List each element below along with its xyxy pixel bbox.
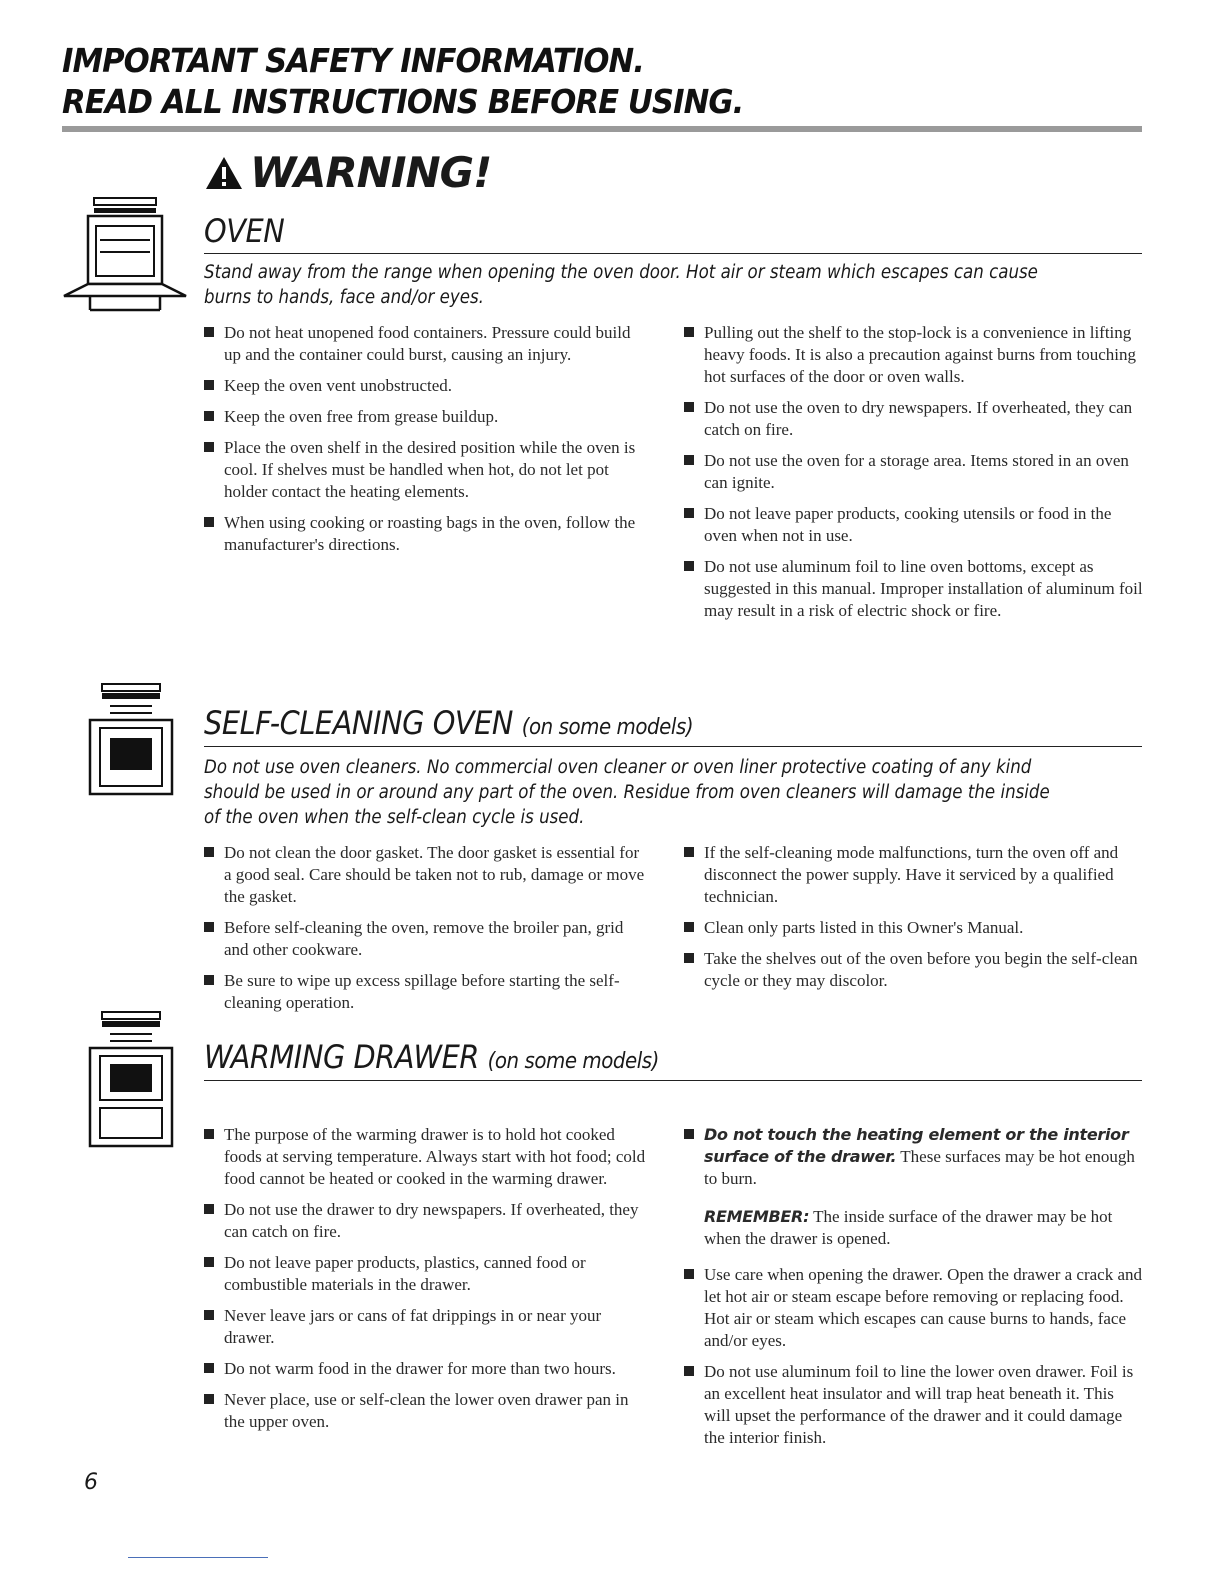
oven-range-icon xyxy=(60,196,190,316)
warming-right-list xyxy=(684,1124,1144,1458)
warning-triangle-icon xyxy=(204,155,244,191)
list-item: When using cooking or roasting bags in the oven, follow the manufacturer's directions. xyxy=(204,512,650,556)
remember-label: REMEMBER: xyxy=(704,1207,810,1226)
list-item: Do not leave paper products, cooking utensils or food in the oven when not in use. xyxy=(684,503,1144,547)
oven-left-list xyxy=(204,322,650,565)
oven-section-rule xyxy=(204,253,1142,254)
list-item: Never place, use or self-clean the lower oven drawer pan in the upper oven. xyxy=(204,1389,650,1433)
list-item: Do not heat unopened food containers. Pressure could build up and the container could burst, causing an injury. xyxy=(204,322,650,366)
list-item: Keep the oven free from grease buildup. xyxy=(204,406,650,428)
list-item: Pulling out the shelf to the stop-lock is a convenience in lifting heavy foods. It is also a precaution against burns from touching hot surfaces of the door or oven walls. xyxy=(684,322,1144,388)
header-divider xyxy=(62,126,1142,132)
oven-title-text: OVEN xyxy=(204,212,285,250)
footer-divider xyxy=(128,1557,268,1558)
list-item: The purpose of the warming drawer is to hold hot cooked foods at serving temperature. Always start with hot food; cold food cannot be heated or cooked in the warming drawer. xyxy=(204,1124,650,1190)
list-item: Do not use the oven to dry newspapers. If overheated, they can catch on fire. xyxy=(684,397,1144,441)
self-clean-right-list xyxy=(684,842,1144,1001)
self-clean-intro: Do not use oven cleaners. No commercial oven cleaner or oven liner protective coating of any kind should be used in or around any part of the oven. Residue from oven cleaners will damage the inside of the oven when the self-clean cycle is used. xyxy=(204,757,1050,828)
list-item: Do not clean the door gasket. The door gasket is essential for a good seal. Care should be taken not to rub, damage or move the gasket. xyxy=(204,842,650,908)
list-item xyxy=(684,1124,1144,1190)
list-item: Do not use the oven for a storage area. Items stored in an oven can ignite. xyxy=(684,450,1144,494)
list-item: Do not warm food in the drawer for more than two hours. xyxy=(204,1358,650,1380)
warning-heading xyxy=(204,148,491,197)
warming-title-text: WARMING DRAWER xyxy=(204,1038,479,1076)
list-item: Be sure to wipe up excess spillage before starting the self-cleaning operation. xyxy=(204,970,650,1014)
self-clean-section-rule xyxy=(204,746,1142,747)
self-clean-title-text: SELF-CLEANING OVEN xyxy=(204,704,514,742)
warming-drawer-range-icon xyxy=(80,1010,180,1150)
list-item: If the self-cleaning mode malfunctions, turn the oven off and disconnect the power supply. Have it serviced by a qualified technician. xyxy=(684,842,1144,908)
remember-note xyxy=(704,1206,1144,1250)
self-clean-left-list xyxy=(204,842,650,1023)
remember-text: The inside surface of the drawer may be hot when the drawer is opened. xyxy=(704,1207,1113,1248)
list-item: Do not use aluminum foil to line oven bottoms, except as suggested in this manual. Improper installation of aluminum foil may result in a risk of electric shock or fire. xyxy=(684,556,1144,622)
warming-subtitle: (on some models) xyxy=(487,1049,659,1074)
list-item: Do not leave paper products, plastics, canned food or combustible materials in the drawer. xyxy=(204,1252,650,1296)
list-item: Take the shelves out of the oven before you begin the self-clean cycle or they may discolor. xyxy=(684,948,1144,992)
self-clean-range-icon xyxy=(80,682,180,802)
list-item: Never leave jars or cans of fat drippings in or near your drawer. xyxy=(204,1305,650,1349)
warning-label: WARNING! xyxy=(250,148,492,197)
page-header-title xyxy=(62,40,743,122)
list-item: Before self-cleaning the oven, remove the broiler pan, grid and other cookware. xyxy=(204,917,650,961)
list-item: Keep the oven vent unobstructed. xyxy=(204,375,650,397)
list-item: Use care when opening the drawer. Open the drawer a crack and let hot air or steam escape before removing or replacing food. Hot air or steam which escapes can cause burns to hands, face and/or eyes. xyxy=(684,1264,1144,1352)
self-clean-subtitle: (on some models) xyxy=(521,715,694,740)
warming-drawer-section-title xyxy=(204,1038,659,1076)
list-item: Place the oven shelf in the desired position while the oven is cool. If shelves must be handled when hot, do not let pot holder contact the heating elements. xyxy=(204,437,650,503)
oven-section-title xyxy=(204,212,284,250)
oven-right-list xyxy=(684,322,1144,631)
warming-caution-text: These surfaces may be hot enough to burn. xyxy=(704,1147,1135,1188)
oven-intro: Stand away from the range when opening the oven door. Hot air or steam which escapes can cause burns to hands, face and/or eyes. xyxy=(204,262,1038,308)
warming-caution-bold: Do not touch the heating element or the interior surface of the drawer. xyxy=(704,1125,1129,1166)
list-item: Do not use aluminum foil to line the lower oven drawer. Foil is an excellent heat insulator and will trap heat beneath it. This will upset the performance of the drawer and it could damage the interior finish. xyxy=(684,1361,1144,1449)
header-title-line-1: IMPORTANT SAFETY INFORMATION. xyxy=(62,41,644,80)
header-title-line-2: READ ALL INSTRUCTIONS BEFORE USING. xyxy=(62,82,744,121)
list-item: Clean only parts listed in this Owner's Manual. xyxy=(684,917,1144,939)
warming-section-rule xyxy=(204,1080,1142,1081)
warming-left-list xyxy=(204,1124,650,1442)
list-item: Do not use the drawer to dry newspapers. If overheated, they can catch on fire. xyxy=(204,1199,650,1243)
page-number: 6 xyxy=(84,1470,98,1495)
self-clean-section-title xyxy=(204,704,693,742)
